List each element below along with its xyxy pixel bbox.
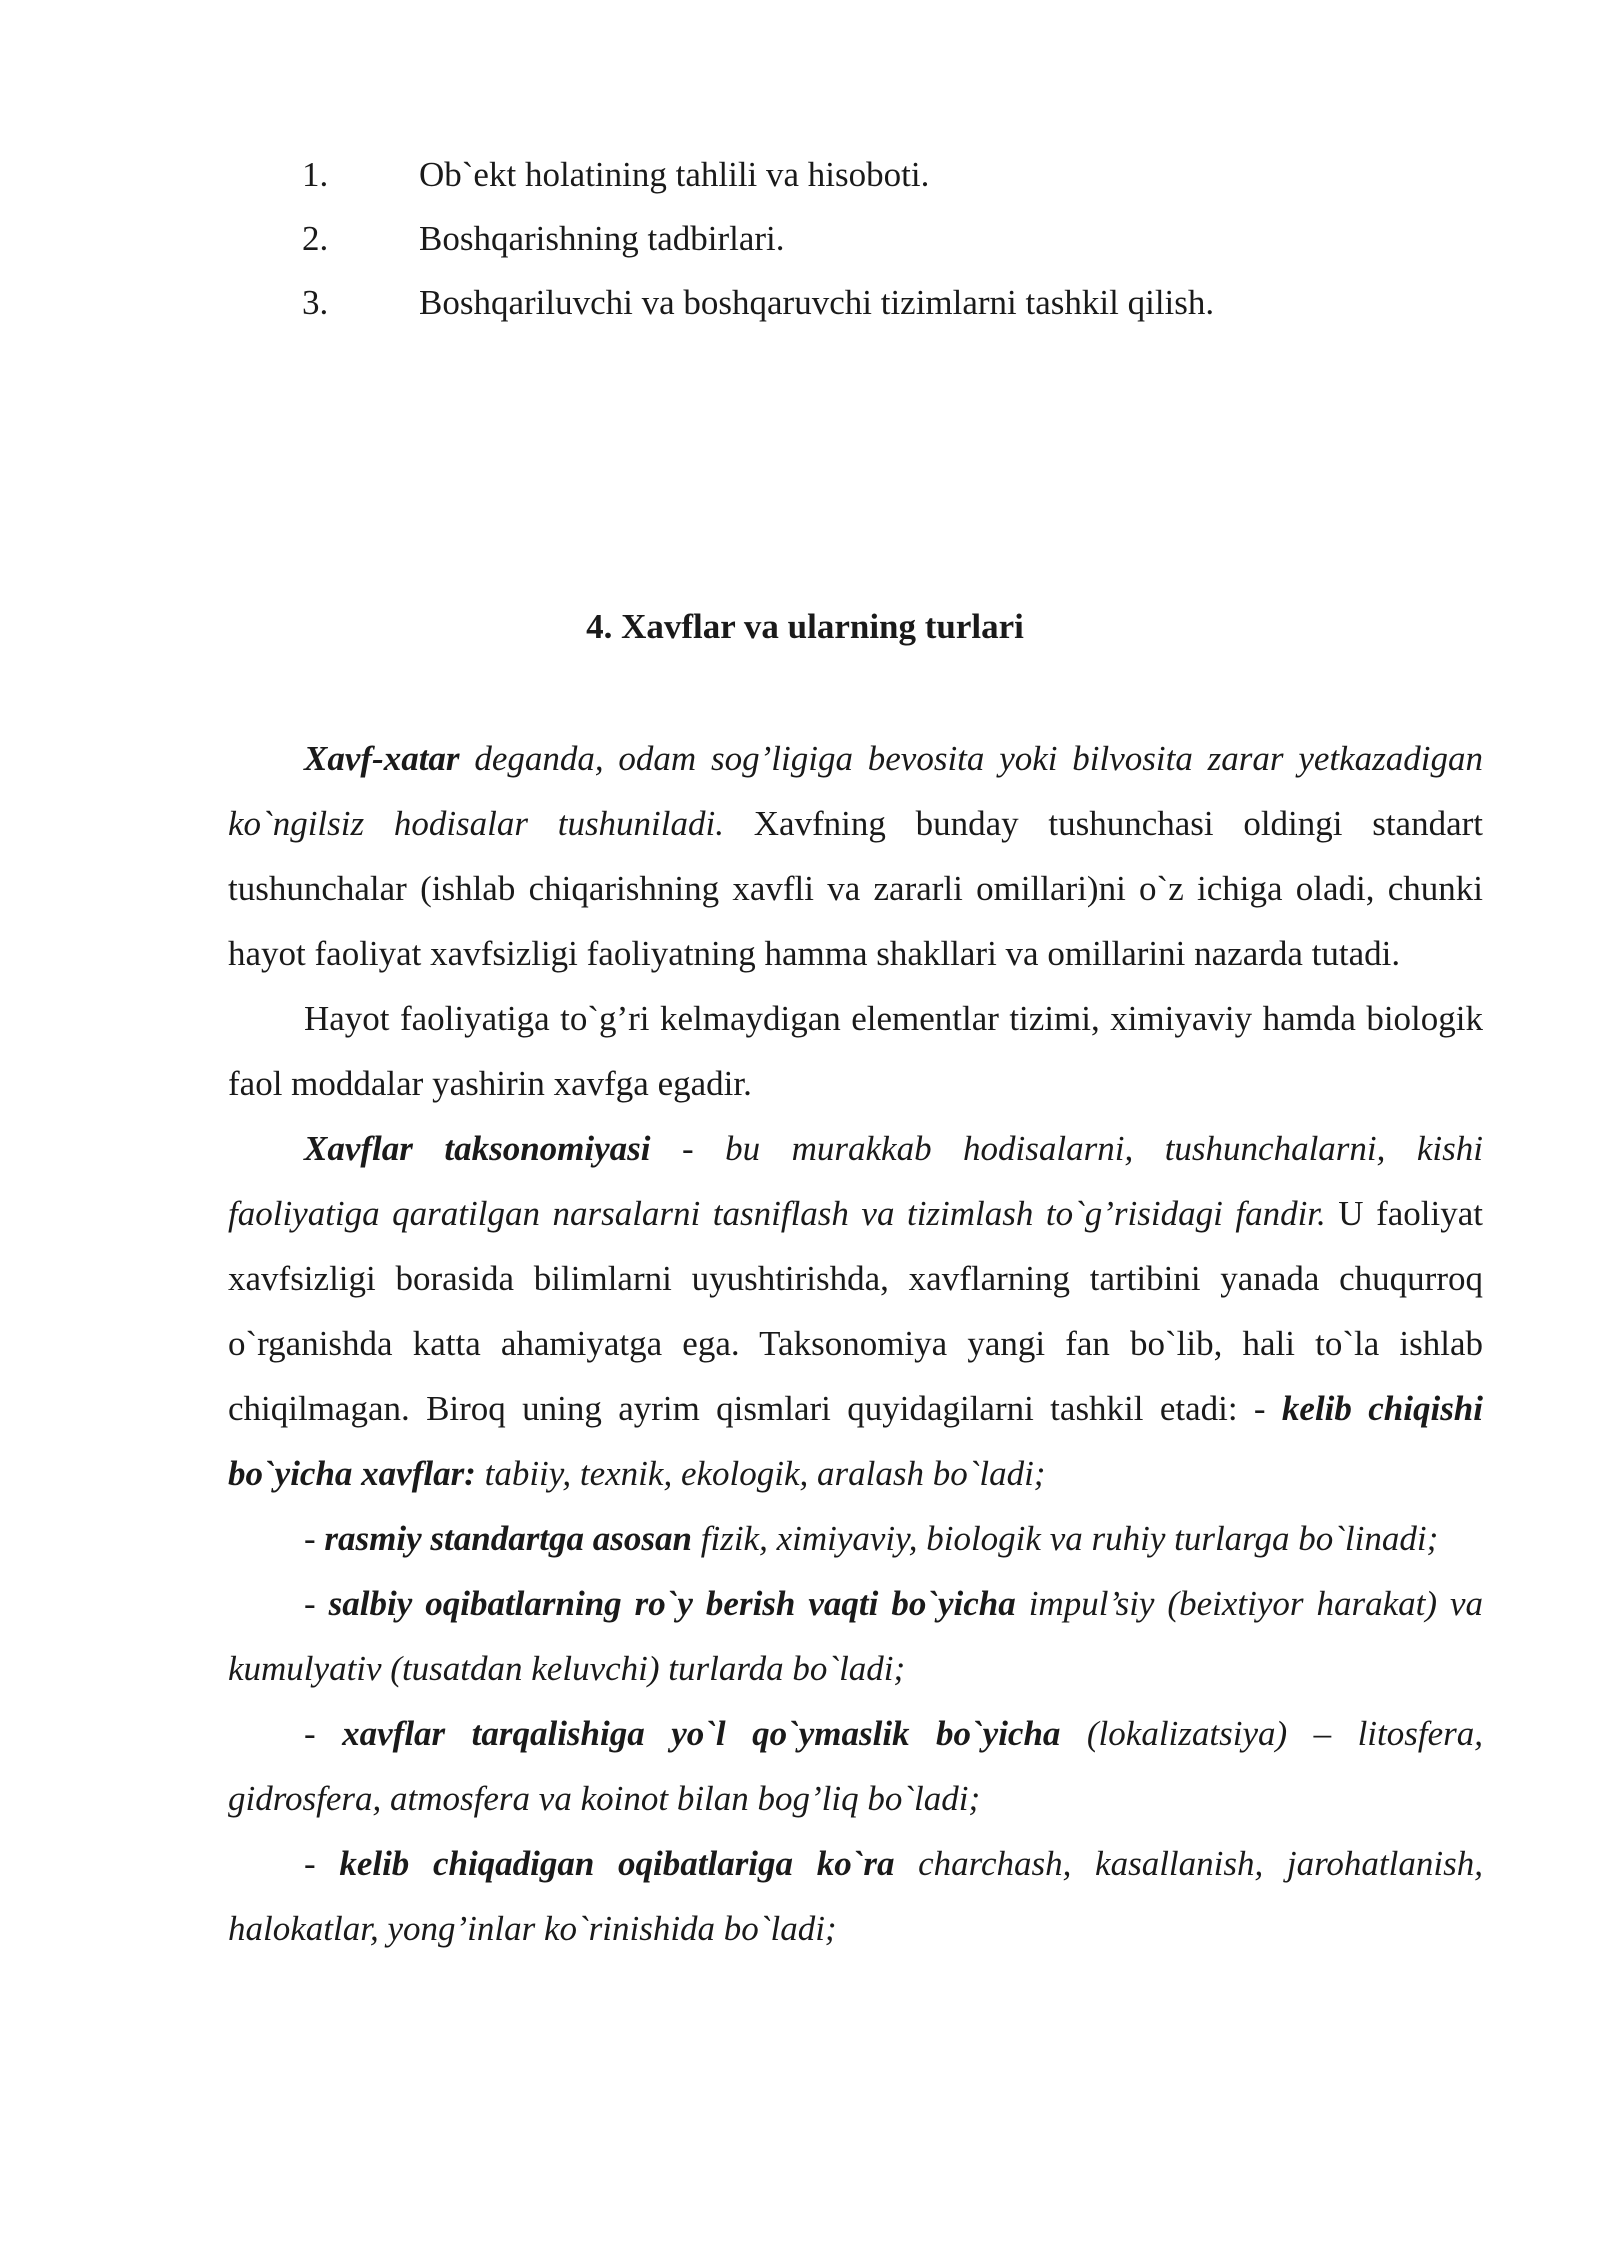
definition-text: - bu murakkab hodisalarni, tushunchalarni, kishi faoliyatiga qaratilgan narsalarni tasniflash va tizimlash to`g’risidagi fandir.	[228, 1129, 1483, 1233]
definition-text: deganda, odam sog’ligiga bevosita yoki bilvosita zarar yetkazadigan ko`ngilsiz hodisalar tushuniladi.	[228, 739, 1483, 843]
section-heading: 4. Xavflar va ularning turlari	[586, 607, 1024, 646]
bullet-dash: -	[304, 1584, 329, 1623]
paragraph-definition	[228, 726, 1483, 986]
list-item-text: Ob`ekt holatining tahlili va hisoboti.	[419, 155, 930, 194]
term-xavf-xatar: Xavf-xatar	[304, 739, 460, 778]
document-body	[228, 726, 1483, 1961]
bullet-term: kelib chiqadigan oqibatlariga ko`ra	[339, 1844, 895, 1883]
paragraph-taksonomiya	[228, 1116, 1483, 1506]
list-item-number: 3.	[302, 283, 329, 322]
bullet-item	[228, 1571, 1483, 1701]
paragraph-text: Xavfning bunday tushunchasi oldingi standart tushunchalar (ishlab chiqarishning xavfli va zararli omillari)ni o`z ichiga oladi, chunki hayot faoliyat xavfsizligi faoliyatning hamma shakllari va omillarini nazarda tutadi.	[228, 804, 1483, 973]
bullet-text: (lokalizatsiya) – litosfera, gidrosfera, atmosfera va koinot bilan bog’liq bo`ladi;	[228, 1714, 1483, 1818]
paragraph-text: U faoliyat xavfsizligi borasida bilimlarni uyushtirishda, xavflarning tartibini yanada chuqurroq o`rganishda katta ahamiyatga ega. Taksonomiya yangi fan bo`lib, hali to`la ishlab chiqilmagan. Biroq uning ayrim qismlari quyidagilarni tashkil etadi: -	[228, 1194, 1483, 1428]
list-item-number: 1.	[302, 155, 329, 194]
list-item	[302, 276, 1502, 340]
bullet-dash: -	[304, 1844, 340, 1883]
bullet-dash: -	[304, 1714, 343, 1753]
list-item-number: 2.	[302, 219, 329, 258]
numbered-list	[302, 148, 1502, 340]
bullet-term: salbiy oqibatlarning ro`y berish vaqti bo`yicha	[328, 1584, 1016, 1623]
bullet-text: charchash, kasallanish, jarohatlanish, halokatlar, yong’inlar ko`rinishida bo`ladi;	[228, 1844, 1483, 1948]
bullet-text: impul’siy (beixtiyor harakat) va kumulyativ (tusatdan keluvchi) turlarda bo`ladi;	[228, 1584, 1483, 1688]
paragraph-hayot	[228, 986, 1483, 1116]
bullet-text: tabiiy, texnik, ekologik, aralash bo`ladi;	[475, 1454, 1046, 1493]
bullet-term: kelib chiqishi bo`yicha xavflar:	[228, 1389, 1483, 1493]
list-item-text: Boshqarishning tadbirlari.	[419, 219, 785, 258]
bullet-item	[228, 1831, 1483, 1961]
list-item	[302, 212, 1502, 276]
list-item	[302, 148, 1502, 212]
paragraph-text: Hayot faoliyatiga to`g’ri kelmaydigan elementlar tizimi, ximiyaviy hamda biologik faol moddalar yashirin xavfga egadir.	[228, 999, 1483, 1103]
list-item-text: Boshqariluvchi va boshqaruvchi tizimlarni tashkil qilish.	[419, 283, 1215, 322]
bullet-term: rasmiy standartga asosan	[324, 1519, 692, 1558]
bullet-dash: -	[304, 1519, 325, 1558]
term-taksonomiya: Xavflar taksonomiyasi	[304, 1129, 651, 1168]
bullet-text: fizik, ximiyaviy, biologik va ruhiy turlarga bo`linadi;	[692, 1519, 1439, 1558]
bullet-term: xavflar tarqalishiga yo`l qo`ymaslik bo`yicha	[342, 1714, 1061, 1753]
bullet-item	[228, 1701, 1483, 1831]
bullet-item	[228, 1506, 1483, 1571]
